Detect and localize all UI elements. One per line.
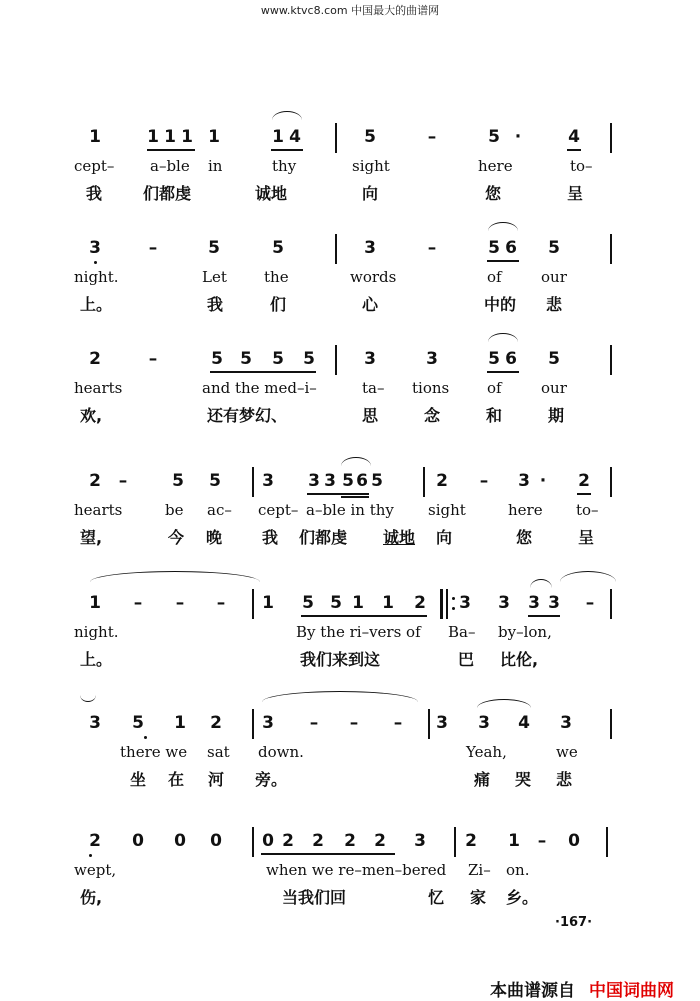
note: –	[133, 593, 143, 613]
note: 3	[548, 593, 560, 613]
lyric-en: words	[350, 268, 397, 286]
staff-row-6	[0, 709, 700, 799]
lyric-zh: 痛	[474, 770, 491, 789]
lyric-zh: 向	[436, 528, 453, 547]
lyric-en: sight	[428, 501, 466, 519]
note: 3	[498, 593, 510, 613]
lyric-zh: 心	[362, 295, 379, 314]
note: 2	[578, 471, 590, 491]
note: 5	[342, 471, 354, 491]
lyric-en: to–	[570, 157, 593, 175]
note: 1	[181, 127, 193, 147]
note: 5	[548, 238, 560, 258]
note: 3	[324, 471, 336, 491]
note: 5	[330, 593, 342, 613]
lyric-en: down.	[258, 743, 304, 761]
note: 3	[262, 471, 274, 491]
lyric-zh: 在	[168, 770, 185, 789]
note: 4	[289, 127, 301, 147]
note: 3	[89, 238, 101, 258]
note: 4	[518, 713, 530, 733]
note: 5	[272, 238, 284, 258]
note: 1	[174, 713, 186, 733]
note: 3	[308, 471, 320, 491]
lyric-en: wept,	[74, 861, 117, 879]
lyric-zh: 我们来到这	[300, 650, 381, 669]
note: 3	[426, 349, 438, 369]
lyric-en: to–	[576, 501, 599, 519]
lyric-zh: 我	[207, 295, 224, 314]
note: 1	[352, 593, 364, 613]
lyric-en: when we re–men–bered	[266, 861, 447, 879]
lyric-zh: 当我们回	[282, 888, 347, 907]
lyric-en: our	[541, 268, 567, 286]
note: –	[479, 471, 489, 491]
lyric-en: a–ble	[150, 157, 190, 175]
lyric-zh: 我	[262, 528, 279, 547]
lyric-zh: 思	[362, 406, 379, 425]
lyric-en: a–ble in thy	[306, 501, 394, 519]
note: 1	[382, 593, 394, 613]
lyric-en: here	[478, 157, 513, 175]
page-header: www.ktvc8.com 中国最大的曲谱网	[260, 4, 440, 17]
note: 5	[488, 127, 500, 147]
note: 3	[364, 349, 376, 369]
note: –	[118, 471, 128, 491]
lyric-en: hearts	[74, 501, 123, 519]
lyric-en: thy	[272, 157, 297, 175]
note: 3	[262, 713, 274, 733]
footer-source-label: 本曲谱源自	[490, 981, 575, 1001]
note: 0	[262, 831, 274, 851]
lyric-zh: 们都虔	[143, 184, 192, 203]
staff-row-1	[0, 123, 700, 213]
footer-site-link[interactable]: 中国词曲网	[589, 981, 674, 1001]
lyric-zh: 上。	[80, 295, 113, 314]
lyric-zh: 欢,	[80, 406, 103, 425]
note: –	[585, 593, 595, 613]
note: 3	[436, 713, 448, 733]
page-number-dot-left-icon: ·	[555, 915, 560, 930]
lyric-zh: 您	[516, 528, 533, 547]
lyric-zh: 上。	[80, 650, 113, 669]
note: 2	[436, 471, 448, 491]
lyric-zh: 忆	[428, 888, 445, 907]
lyric-en: Let	[202, 268, 227, 286]
note: 1	[262, 593, 274, 613]
lyric-en: Zi–	[468, 861, 491, 879]
page-number-value: 167	[559, 915, 588, 930]
staff-row-4	[0, 467, 700, 557]
note: 5	[302, 593, 314, 613]
lyric-zh: 您	[485, 184, 502, 203]
lyric-zh: 和	[486, 406, 503, 425]
note: 5	[132, 713, 144, 733]
staff-row-5	[0, 589, 700, 679]
note: 3	[414, 831, 426, 851]
note: 3	[364, 238, 376, 258]
lyric-en: we	[556, 743, 578, 761]
lyric-zh: 我	[86, 184, 103, 203]
lyric-en: cept–	[74, 157, 115, 175]
note: 3	[518, 471, 530, 491]
staff-row-2	[0, 234, 700, 324]
note: –	[216, 593, 226, 613]
lyric-en: night.	[74, 623, 119, 641]
note: 5	[272, 349, 284, 369]
lyric-en: cept–	[258, 501, 299, 519]
lyric-zh: 乡。	[506, 888, 539, 907]
note: –	[309, 713, 319, 733]
note: 0	[132, 831, 144, 851]
lyric-zh: 河	[208, 770, 225, 789]
note: ·	[539, 471, 547, 491]
note: 1	[147, 127, 159, 147]
lyric-zh: 期	[548, 406, 565, 425]
lyric-en: Yeah,	[466, 743, 507, 761]
lyric-en: there we	[120, 743, 188, 761]
note: 3	[560, 713, 572, 733]
lyric-zh: 呈	[578, 528, 595, 547]
lyric-en: our	[541, 379, 567, 397]
lyric-en: by–lon,	[498, 623, 552, 641]
note: 3	[459, 593, 471, 613]
note: 5	[303, 349, 315, 369]
lyric-en: of	[487, 379, 502, 397]
note: –	[148, 238, 158, 258]
note: 1	[208, 127, 220, 147]
lyric-en: in	[208, 157, 223, 175]
note: ·	[514, 127, 522, 147]
note: 2	[282, 831, 294, 851]
note: 2	[465, 831, 477, 851]
note: 5	[364, 127, 376, 147]
note: 5	[548, 349, 560, 369]
lyric-zh: 中的	[484, 295, 517, 314]
lyric-zh: 悲	[556, 770, 573, 789]
lyric-zh: 还有梦幻、	[207, 406, 288, 425]
lyric-zh: 向	[362, 184, 379, 203]
lyric-en: and the med–i–	[202, 379, 317, 397]
lyric-en: sight	[352, 157, 390, 175]
note: 2	[89, 831, 101, 851]
note: 1	[272, 127, 284, 147]
note: 5	[371, 471, 383, 491]
lyric-zh: 诚地	[383, 528, 416, 547]
lyric-zh: 家	[470, 888, 487, 907]
note: 0	[210, 831, 222, 851]
page-number	[555, 915, 592, 930]
note: 5	[488, 349, 500, 369]
note: 5	[172, 471, 184, 491]
lyric-zh: 哭	[515, 770, 532, 789]
lyric-en: night.	[74, 268, 119, 286]
lyric-en: tions	[412, 379, 450, 397]
note: 5	[209, 471, 221, 491]
note: 1	[508, 831, 520, 851]
lyric-zh: 巴	[458, 650, 475, 669]
note: 1	[89, 127, 101, 147]
staff-row-7	[0, 827, 700, 917]
note: 4	[568, 127, 580, 147]
note: –	[427, 238, 437, 258]
note: 2	[89, 349, 101, 369]
lyric-en: ac–	[207, 501, 232, 519]
lyric-zh: 们都虔	[299, 528, 348, 547]
note: 5	[488, 238, 500, 258]
lyric-en: sat	[207, 743, 230, 761]
lyric-en: ta–	[362, 379, 385, 397]
lyric-en: of	[487, 268, 502, 286]
lyric-zh: 旁。	[255, 770, 288, 789]
note: 2	[89, 471, 101, 491]
note: –	[148, 349, 158, 369]
note: 5	[208, 238, 220, 258]
lyric-zh: 比伦,	[500, 650, 539, 669]
note: 6	[505, 238, 517, 258]
note: 2	[344, 831, 356, 851]
lyric-zh: 坐	[130, 770, 147, 789]
lyric-zh: 今	[168, 528, 185, 547]
note: 3	[89, 713, 101, 733]
note: 6	[505, 349, 517, 369]
note: 1	[89, 593, 101, 613]
note: –	[393, 713, 403, 733]
lyric-en: the	[264, 268, 289, 286]
lyric-zh: 念	[424, 406, 441, 425]
note: 5	[211, 349, 223, 369]
note: 2	[414, 593, 426, 613]
note: –	[175, 593, 185, 613]
lyric-en: Ba–	[448, 623, 476, 641]
staff-row-3	[0, 345, 700, 435]
note: –	[349, 713, 359, 733]
lyric-en: By the ri–vers of	[296, 623, 421, 641]
note: 0	[174, 831, 186, 851]
note: 2	[312, 831, 324, 851]
lyric-zh: 们	[270, 295, 287, 314]
note: 5	[240, 349, 252, 369]
note: –	[427, 127, 437, 147]
note: 3	[528, 593, 540, 613]
lyric-en: on.	[506, 861, 530, 879]
note: –	[537, 831, 547, 851]
lyric-zh: 呈	[567, 184, 584, 203]
lyric-en: be	[165, 501, 184, 519]
note: 2	[210, 713, 222, 733]
note: 1	[164, 127, 176, 147]
lyric-zh: 诚地	[255, 184, 288, 203]
note: 0	[568, 831, 580, 851]
lyric-zh: 悲	[546, 295, 563, 314]
footer-credit	[490, 976, 674, 1001]
lyric-zh: 伤,	[80, 888, 103, 907]
lyric-zh: 晚	[206, 528, 223, 547]
page-number-dot-right-icon: ·	[587, 915, 593, 930]
note: 2	[374, 831, 386, 851]
note: 6	[356, 471, 368, 491]
lyric-en: here	[508, 501, 543, 519]
lyric-zh: 望,	[80, 528, 103, 547]
note: 3	[478, 713, 490, 733]
lyric-en: hearts	[74, 379, 123, 397]
